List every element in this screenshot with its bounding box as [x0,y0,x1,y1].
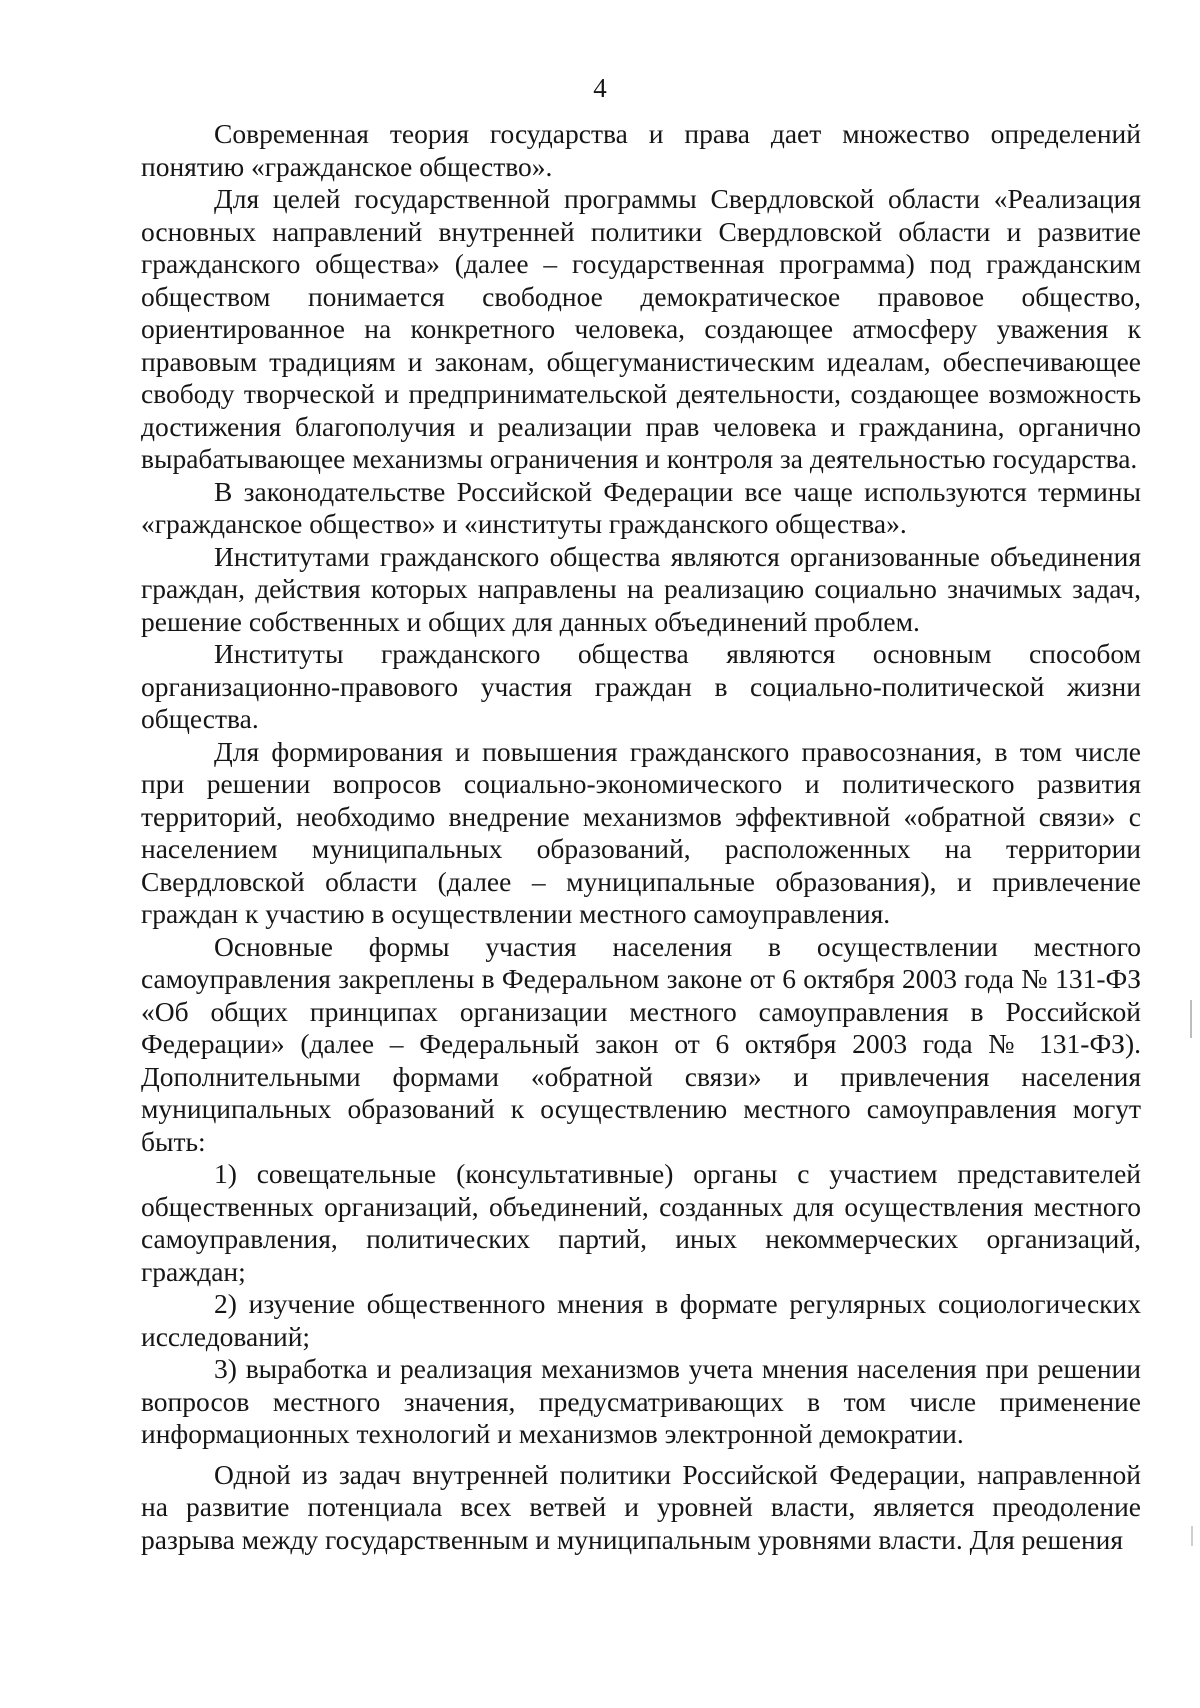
paragraph-feedback-mechanisms: Для формирования и повышения гражданского правосознания, в том числе при решении вопросов социально-экономического и политического развития территорий, необходимо внедрение механизмов эффективной «обратной связи» с населением муниципальных образований, расположенных на территории Свердловской области (далее – муниципальные образования), и привлечение граждан к участию в осуществлении местного самоуправления. [141,735,1141,929]
list-item-consultative-bodies: 1) совещательные (консультативные) органы с участием представителей общественных организаций, объединений, созданных для осуществления местного самоуправления, политических партий, иных некоммерческих организаций, граждан; [141,1158,1141,1287]
paragraph-institutions-participation: Институты гражданского общества являются основным способом организационно-правового участия граждан в социально-политической жизни общества. [141,638,1141,734]
scan-margin-mark [1191,1526,1193,1546]
paragraph-participation-forms: Основные формы участия населения в осуществлении местного самоуправления закреплены в Федеральном законе от 6 октября 2003 года № 131-ФЗ «Об общих принципах организации местного самоуправления в Российской Федерации» (далее – Федеральный закон от 6 октября 2003 года № 131-ФЗ). Дополнительными формами «обратной связи» и привлечения населения муниципальных образований к осуществлению местного самоуправления могут быть: [141,930,1141,1157]
paragraph-domestic-policy-task: Одной из задач внутренней политики Российской Федерации, направленной на развитие потенциала всех ветвей и уровней власти, является преодоление разрыва между государственным и муниципальным уровнями власти. Для решения [141,1458,1141,1555]
list-item-opinion-mechanisms: 3) выработка и реализация механизмов учета мнения населения при решении вопросов местного значения, предусматривающих в том числе применение информационных технологий и механизмов электронной демократии. [141,1353,1141,1449]
paragraph-legislation-terms: В законодательстве Российской Федерации все чаще используются термины «гражданское общество» и «институты гражданского общества». [141,475,1141,539]
paragraph-civil-society-definitions: Современная теория государства и права дает множество определений понятию «гражданское общество». [141,118,1141,182]
paragraph-civil-society-institutions: Институтами гражданского общества являются организованные объединения граждан, действия которых направлены на реализацию социально значимых задач, решение собственных и общих для данных объединений проблем. [141,540,1141,637]
paragraph-state-program-definition: Для целей государственной программы Свердловской области «Реализация основных направлений внутренней политики Свердловской области и развитие гражданского общества» (далее – государственная программа) под гражданским обществом понимается свободное демократическое правовое общество, ориентированное на конкретного человека, создающее атмосферу уважения к правовым традициям и законам, общегуманистическим идеалам, обеспечивающее свободу творческой и предпринимательской деятельности, создающее возможность достижения благополучия и реализации прав человека и гражданина, органично вырабатывающее механизмы ограничения и контроля за деятельностью государства. [141,183,1141,474]
list-item-public-opinion: 2) изучение общественного мнения в формате регулярных социологических исследований; [141,1288,1141,1352]
scan-margin-mark [1190,1000,1192,1038]
paragraph-spacing [141,1451,1141,1459]
document-body [141,118,1141,1556]
page-number: 4 [593,73,607,103]
